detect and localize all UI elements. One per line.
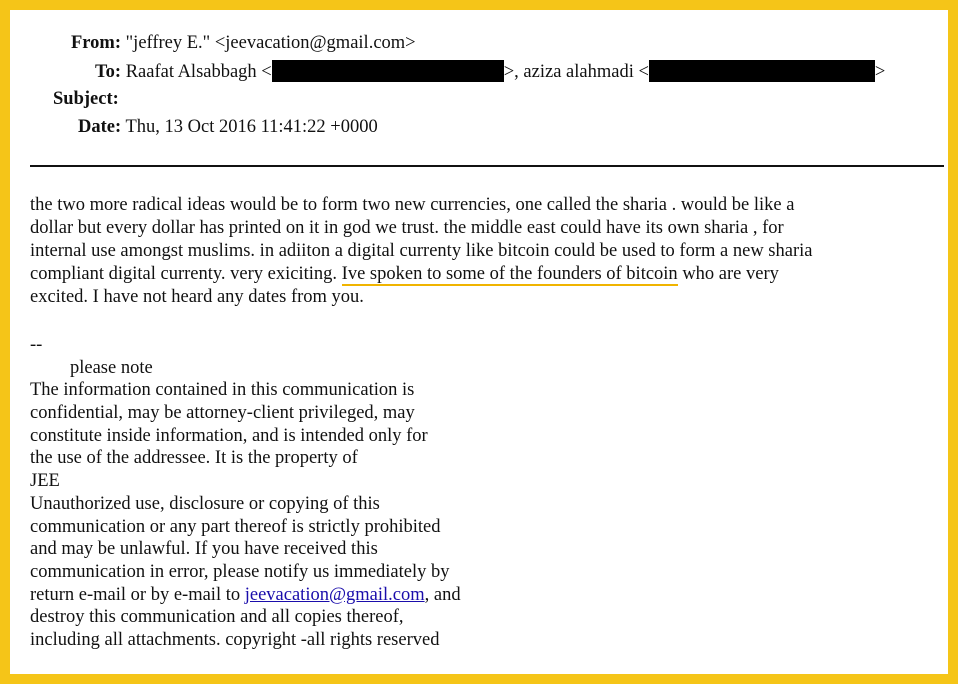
to-separator: >, aziza alahmadi < xyxy=(503,62,649,82)
from-value: "jeffrey E." <jeevacation@gmail.com> xyxy=(125,33,416,53)
date-label: Date: xyxy=(78,117,122,137)
email-link[interactable]: jeevacation@gmail.com xyxy=(244,584,425,605)
return-suffix: , and xyxy=(424,584,461,605)
date-row xyxy=(78,116,378,138)
redaction-bar xyxy=(272,60,504,82)
signature-dashes: -- xyxy=(30,335,43,355)
disclaimer-line xyxy=(30,584,461,607)
to-row xyxy=(95,60,885,83)
body-line: dollar but every dollar has printed on it in god we trust. the middle east could have its own sharia , for xyxy=(30,218,784,238)
body-line-tail: who are very xyxy=(677,264,779,284)
subject-label: Subject: xyxy=(53,89,119,109)
date-value: Thu, 13 Oct 2016 11:41:22 +0000 xyxy=(125,117,378,137)
disclaimer-line: constitute inside information, and is intended only for xyxy=(30,425,428,446)
disclaimer-line: destroy this communication and all copies thereof, xyxy=(30,607,404,628)
disclaimer-line: communication or any part thereof is strictly prohibited xyxy=(30,516,441,537)
from-label: From: xyxy=(71,33,121,53)
body-line: internal use amongst muslims. in adiiton a digital currenty like bitcoin could be used to form a new sharia xyxy=(30,241,813,261)
email-document xyxy=(10,10,948,674)
subject-row xyxy=(53,88,119,110)
disclaimer-line: the use of the addressee. It is the property of xyxy=(30,448,358,469)
disclaimer-line: JEE xyxy=(30,471,60,492)
to-end: > xyxy=(874,62,886,82)
disclaimer-line: The information contained in this communication is xyxy=(30,380,415,401)
disclaimer-line: including all attachments. copyright -all rights reserved xyxy=(30,629,440,650)
body-line-start: compliant digital currenty. very exiciting. xyxy=(30,264,342,284)
from-row xyxy=(71,32,416,54)
body-line: excited. I have not heard any dates from you. xyxy=(30,287,364,307)
disclaimer-line: communication in error, please notify us immediately by xyxy=(30,561,450,582)
body-line xyxy=(30,263,930,286)
body-line: the two more radical ideas would be to form two new currencies, one called the sharia . would be like a xyxy=(30,195,795,215)
return-prefix: return e-mail or by e-mail to xyxy=(30,584,245,605)
highlighted-sentence: Ive spoken to some of the founders of bitcoin xyxy=(341,264,678,284)
to-label: To: xyxy=(95,62,122,82)
disclaimer-line: confidential, may be attorney-client privileged, may xyxy=(30,403,415,424)
please-note: please note xyxy=(70,357,153,378)
signature-block xyxy=(30,334,461,652)
disclaimer-line: Unauthorized use, disclosure or copying of this xyxy=(30,493,380,514)
redaction-bar xyxy=(649,60,875,82)
header-divider xyxy=(30,165,944,167)
disclaimer-line: and may be unlawful. If you have received this xyxy=(30,539,378,560)
message-body xyxy=(30,194,930,309)
to-recipient-1: Raafat Alsabbagh < xyxy=(125,62,272,82)
